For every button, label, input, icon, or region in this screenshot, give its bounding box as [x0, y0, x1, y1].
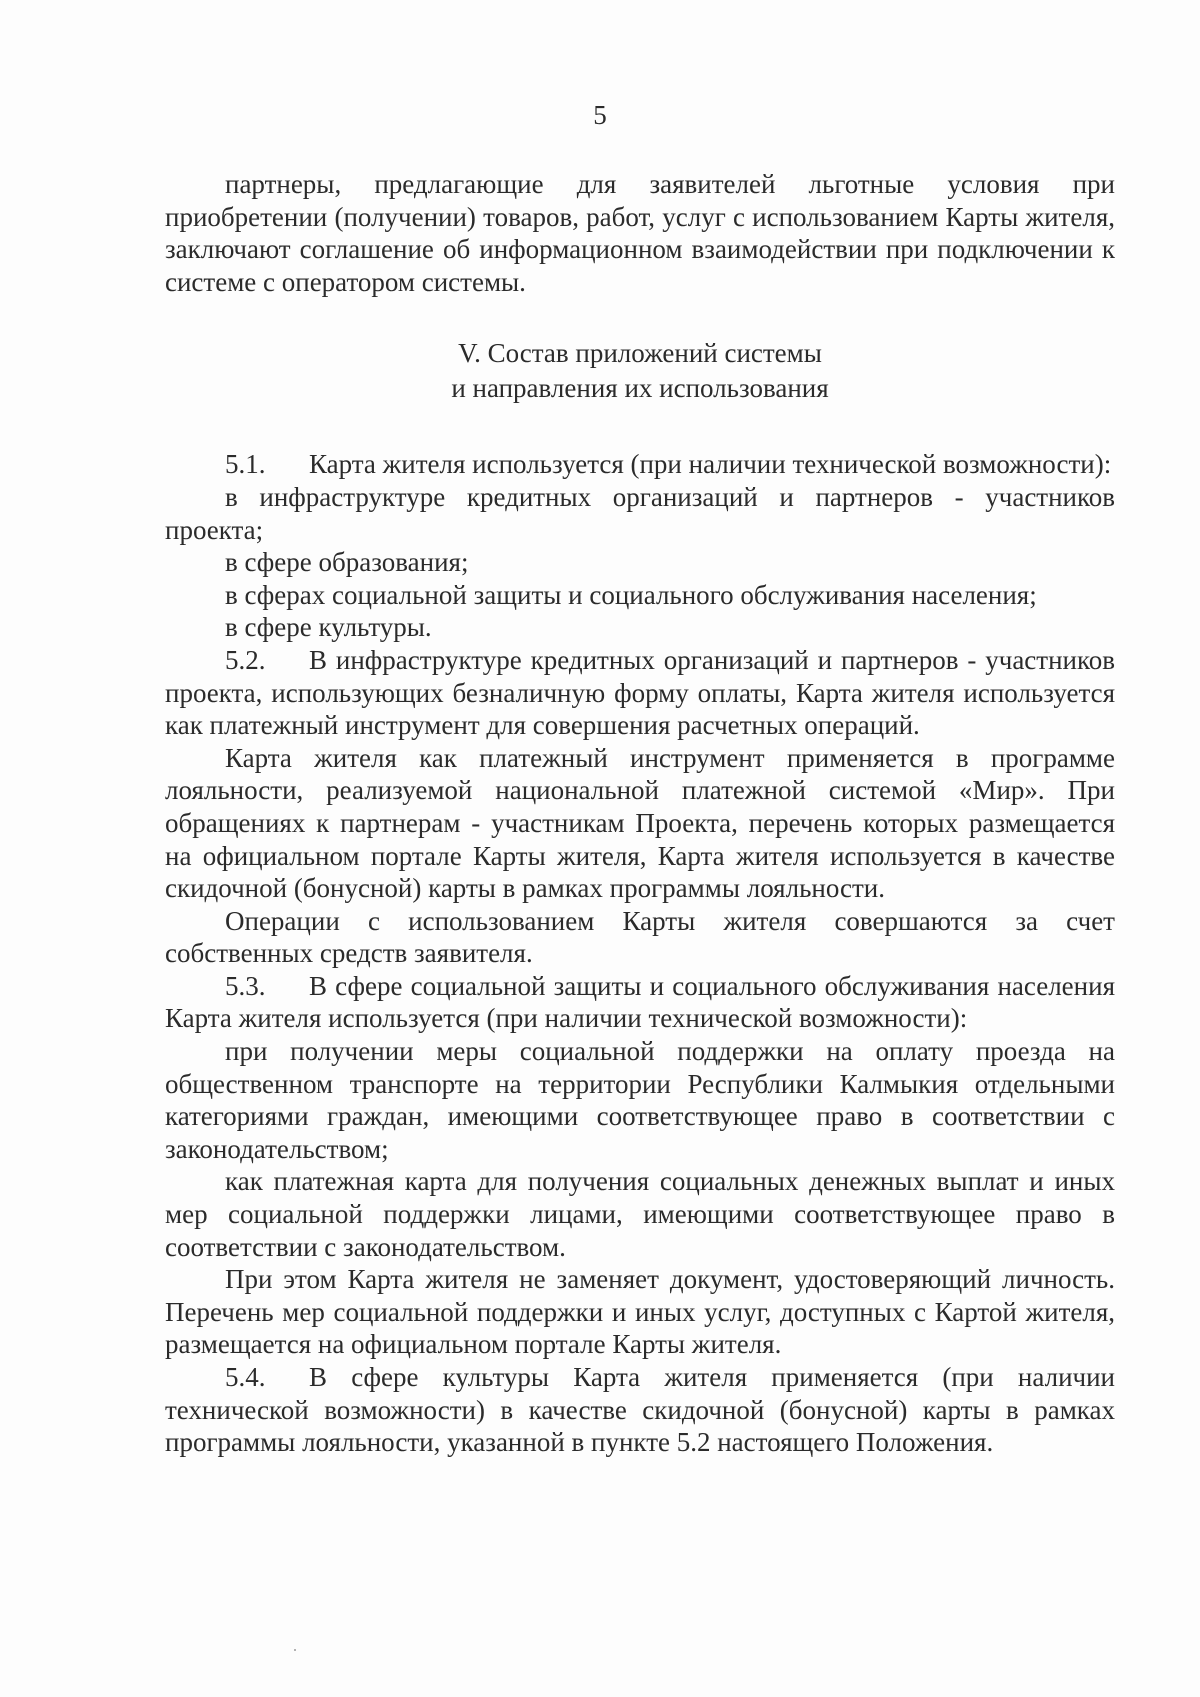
list-item-culture: в сфере культуры. [225, 612, 432, 643]
clause-5-3 [165, 970, 1115, 1035]
scan-speck [294, 1649, 296, 1651]
section-heading-line-2: и направления их использования [451, 373, 829, 404]
clause-5-2-number: 5.2. [225, 644, 266, 675]
clause-5-2 [165, 644, 1115, 742]
paragraph-loyalty-program: Карта жителя как платежный инструмент применяется в программе лояльности, реализуемой национальной платежной системой «Мир». При обращениях к партнерам - участникам Проекта, перечень которых размещается на официальном портале Карты жителя, Карта жителя используется в качестве скидочной (бонусной) карты в рамках программы лояльности. [165, 742, 1115, 904]
clause-5-1-number: 5.1. [225, 449, 266, 480]
paragraph-partners: партнеры, предлагающие для заявителей льготные условия при приобретении (получении) товаров, работ, услуг с использованием Карты жителя, заключают соглашение об информационном взаимодействии при подключении к системе с оператором системы. [165, 169, 1115, 297]
list-item-social-protection: в сферах социальной защиты и социального обслуживания населения; [225, 579, 1037, 610]
clause-5-3-text: В сфере социальной защиты и социального обслуживания населения Карта жителя используется (при наличии технической возможности): [165, 970, 1115, 1034]
page-number: 5 [593, 100, 607, 130]
list-item-credit-infrastructure: в инфраструктуре кредитных организаций и партнеров - участников проекта; [165, 481, 1115, 545]
clause-5-2-text: В инфраструктуре кредитных организаций и партнеров - участников проекта, использующих безналичную форму оплаты, Карта жителя используется как платежный инструмент для совершения расчетных операций. [165, 644, 1115, 741]
clause-5-4-text: В сфере культуры Карта жителя применяется (при наличии технической возможности) в качестве скидочной (бонусной) карты в рамках программы лояльности, указанной в пункте 5.2 настоящего Положения. [165, 1362, 1115, 1458]
section-heading [165, 336, 1115, 406]
clause-5-4-number: 5.4. [225, 1362, 266, 1392]
clause-5-4 [165, 1361, 1115, 1459]
paragraph-transport-support: при получении меры социальной поддержки на оплату проезда на общественном транспорте на территории Республики Калмыкия отдельными категориями граждан, имеющими соответствующее право в соответствии с законодательством; [165, 1036, 1115, 1164]
section-heading-line-1: V. Состав приложений системы [458, 338, 822, 369]
paragraph-payment-card: как платежная карта для получения социальных денежных выплат и иных мер социальной поддержки лицами, имеющими соответствующее право в соответствии с законодательством. [165, 1166, 1115, 1262]
clause-5-1-text: Карта жителя используется (при наличии технической возможности): [309, 449, 1112, 480]
clause-5-3-number: 5.3. [225, 970, 266, 1001]
paragraph-not-identity-document: При этом Карта жителя не заменяет документ, удостоверяющий личность. Перечень мер социальной поддержки и иных услуг, доступных с Картой жителя, размещается на официальном портале Карты жителя. [165, 1264, 1115, 1360]
document-body [165, 168, 1115, 1459]
clause-5-1 [165, 448, 1115, 481]
list-item-education: в сфере образования; [225, 547, 469, 578]
paragraph-own-funds: Операции с использованием Карты жителя совершаются за счет собственных средств заявителя. [165, 905, 1115, 969]
